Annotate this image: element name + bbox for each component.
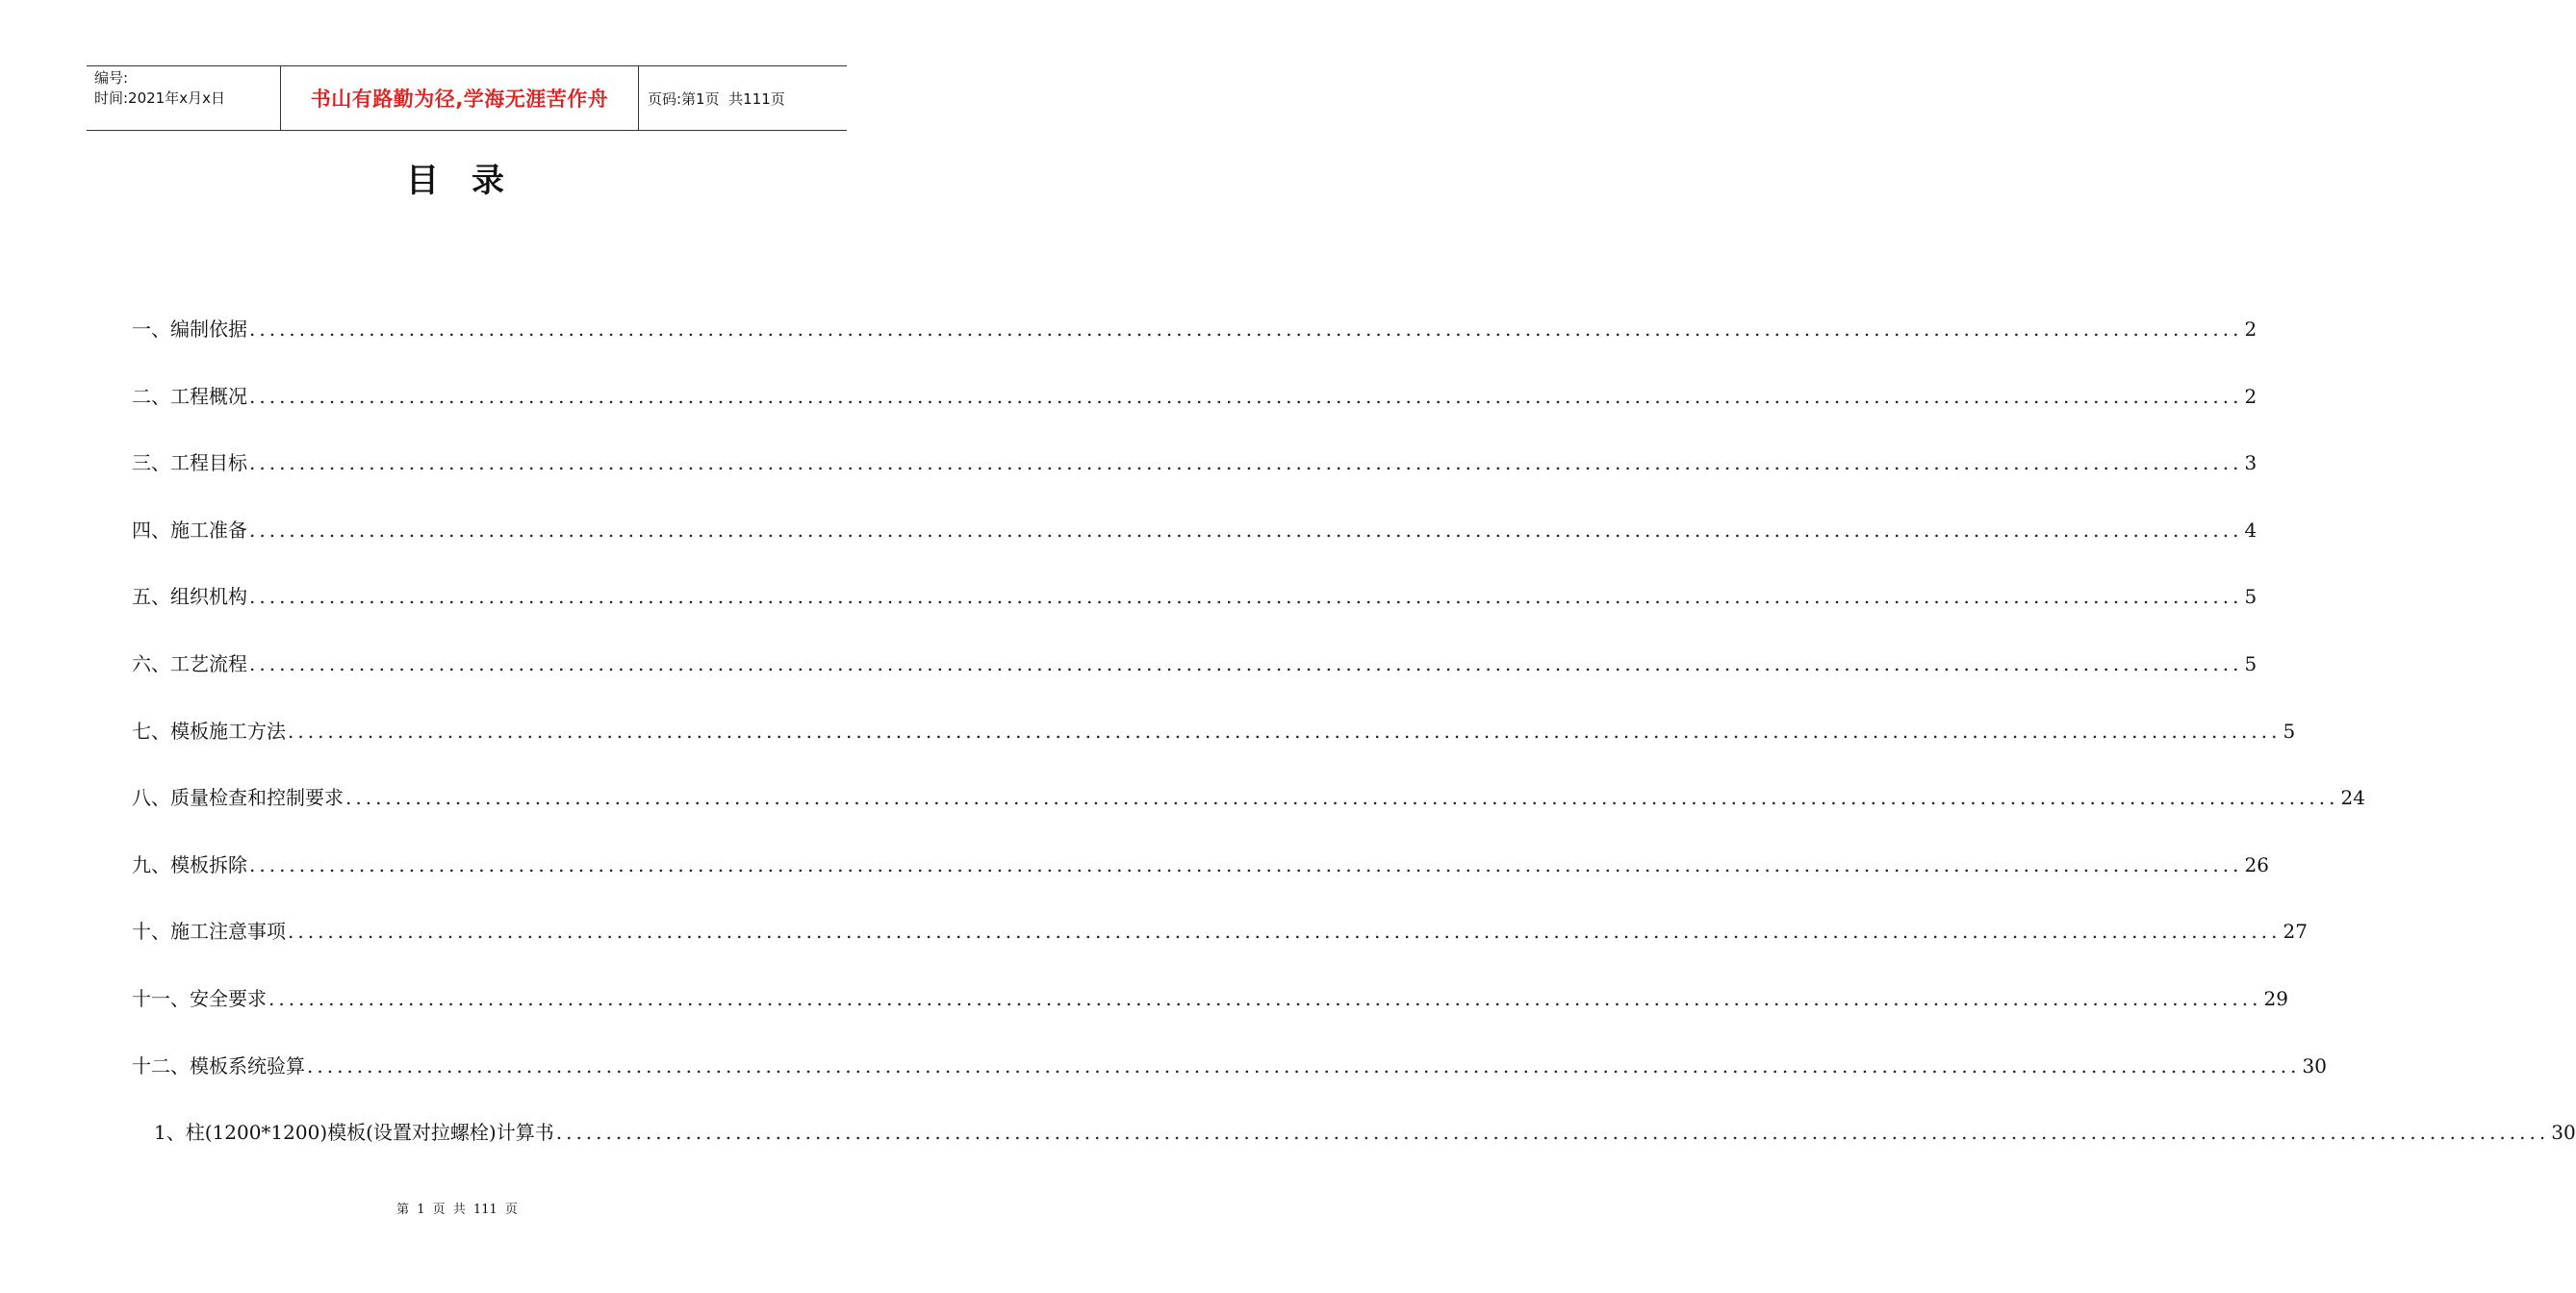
toc-entry[interactable]: [132, 716, 2296, 747]
toc-leader-dots: ........................................................................................................................................................................................................: [249, 317, 2243, 341]
toc-entry-page: 3: [2244, 451, 2257, 474]
toc-leader-dots: ........................................................................................................................................................................................................: [249, 385, 2243, 408]
toc-entry[interactable]: [132, 581, 2257, 612]
toc-leader-dots: ........................................................................................................................................................................................................: [288, 720, 2282, 743]
toc-leader-dots: ........................................................................................................................................................................................................: [288, 920, 2282, 943]
toc-entry-label: 十、施工注意事项: [132, 920, 286, 943]
toc-entry-page: 4: [2244, 519, 2257, 542]
toc-entry-page: 24: [2340, 786, 2365, 809]
toc-entry-label: 九、模板拆除: [132, 853, 247, 876]
toc-entry-label: 五、组织机构: [132, 585, 247, 608]
header-motto: 书山有路勤为径,学海无涯苦作舟: [310, 88, 609, 111]
toc-entry-page: 5: [2244, 585, 2257, 608]
toc-entry[interactable]: [132, 515, 2257, 545]
toc-entry[interactable]: [154, 1117, 2576, 1148]
toc-leader-dots: ........................................................................................................................................................................................................: [249, 853, 2243, 876]
header-page-label: 页码:第1页 共111页: [648, 89, 785, 108]
toc-entry[interactable]: [132, 849, 2269, 880]
page-footer: 第 1 页 共 111 页: [396, 1203, 518, 1217]
toc-leader-dots: ........................................................................................................................................................................................................: [307, 1054, 2301, 1078]
toc-entry[interactable]: [132, 381, 2257, 412]
toc-leader-dots: ........................................................................................................................................................................................................: [345, 786, 2339, 809]
toc-entry-label: 七、模板施工方法: [132, 720, 286, 743]
toc-entry-page: 30: [2551, 1121, 2576, 1144]
title-char-1: 目: [406, 162, 443, 200]
toc-entry[interactable]: [132, 314, 2257, 344]
toc-leader-dots: ........................................................................................................................................................................................................: [249, 652, 2243, 675]
toc-entry-label: 十一、安全要求: [132, 987, 267, 1010]
toc-leader-dots: ........................................................................................................................................................................................................: [268, 987, 2262, 1010]
toc-entry-page: 26: [2244, 853, 2269, 876]
toc-leader-dots: ........................................................................................................................................................................................................: [555, 1121, 2550, 1144]
toc-entry-label: 八、质量检查和控制要求: [132, 786, 344, 809]
toc-entry[interactable]: [132, 782, 2365, 813]
toc-entry-page: 5: [2283, 720, 2296, 743]
toc-entry[interactable]: [132, 983, 2288, 1014]
toc-entry[interactable]: [132, 447, 2257, 478]
toc-entry-label: 二、工程概况: [132, 385, 247, 408]
toc-leader-dots: ........................................................................................................................................................................................................: [249, 451, 2243, 474]
number-label: 编号:: [94, 69, 129, 87]
toc-entry[interactable]: [132, 1051, 2327, 1081]
toc-entry-label: 六、工艺流程: [132, 652, 247, 675]
toc-entry-page: 27: [2283, 920, 2308, 943]
toc-entry-page: 2: [2244, 317, 2257, 341]
title-char-2: 录: [472, 162, 508, 200]
toc-entry-label: 一、编制依据: [132, 317, 247, 341]
toc-entry-page: 5: [2244, 652, 2257, 675]
toc-entry-page: 29: [2263, 987, 2288, 1010]
toc-entry-label: 十二、模板系统验算: [132, 1054, 305, 1078]
toc-entry-page: 30: [2302, 1054, 2327, 1078]
toc-entry-label: 四、施工准备: [132, 519, 247, 542]
toc-entry-label: 1、柱(1200*1200)模板(设置对拉螺栓)计算书: [154, 1121, 554, 1144]
toc-leader-dots: ........................................................................................................................................................................................................: [249, 519, 2243, 542]
toc-leader-dots: ........................................................................................................................................................................................................: [249, 585, 2243, 608]
toc-entry-label: 三、工程目标: [132, 451, 247, 474]
time-label: 时间:2021年x月x日: [94, 89, 225, 107]
toc-entry[interactable]: [132, 916, 2308, 947]
toc-entry[interactable]: [132, 648, 2257, 679]
toc-entry-page: 2: [2244, 385, 2257, 408]
